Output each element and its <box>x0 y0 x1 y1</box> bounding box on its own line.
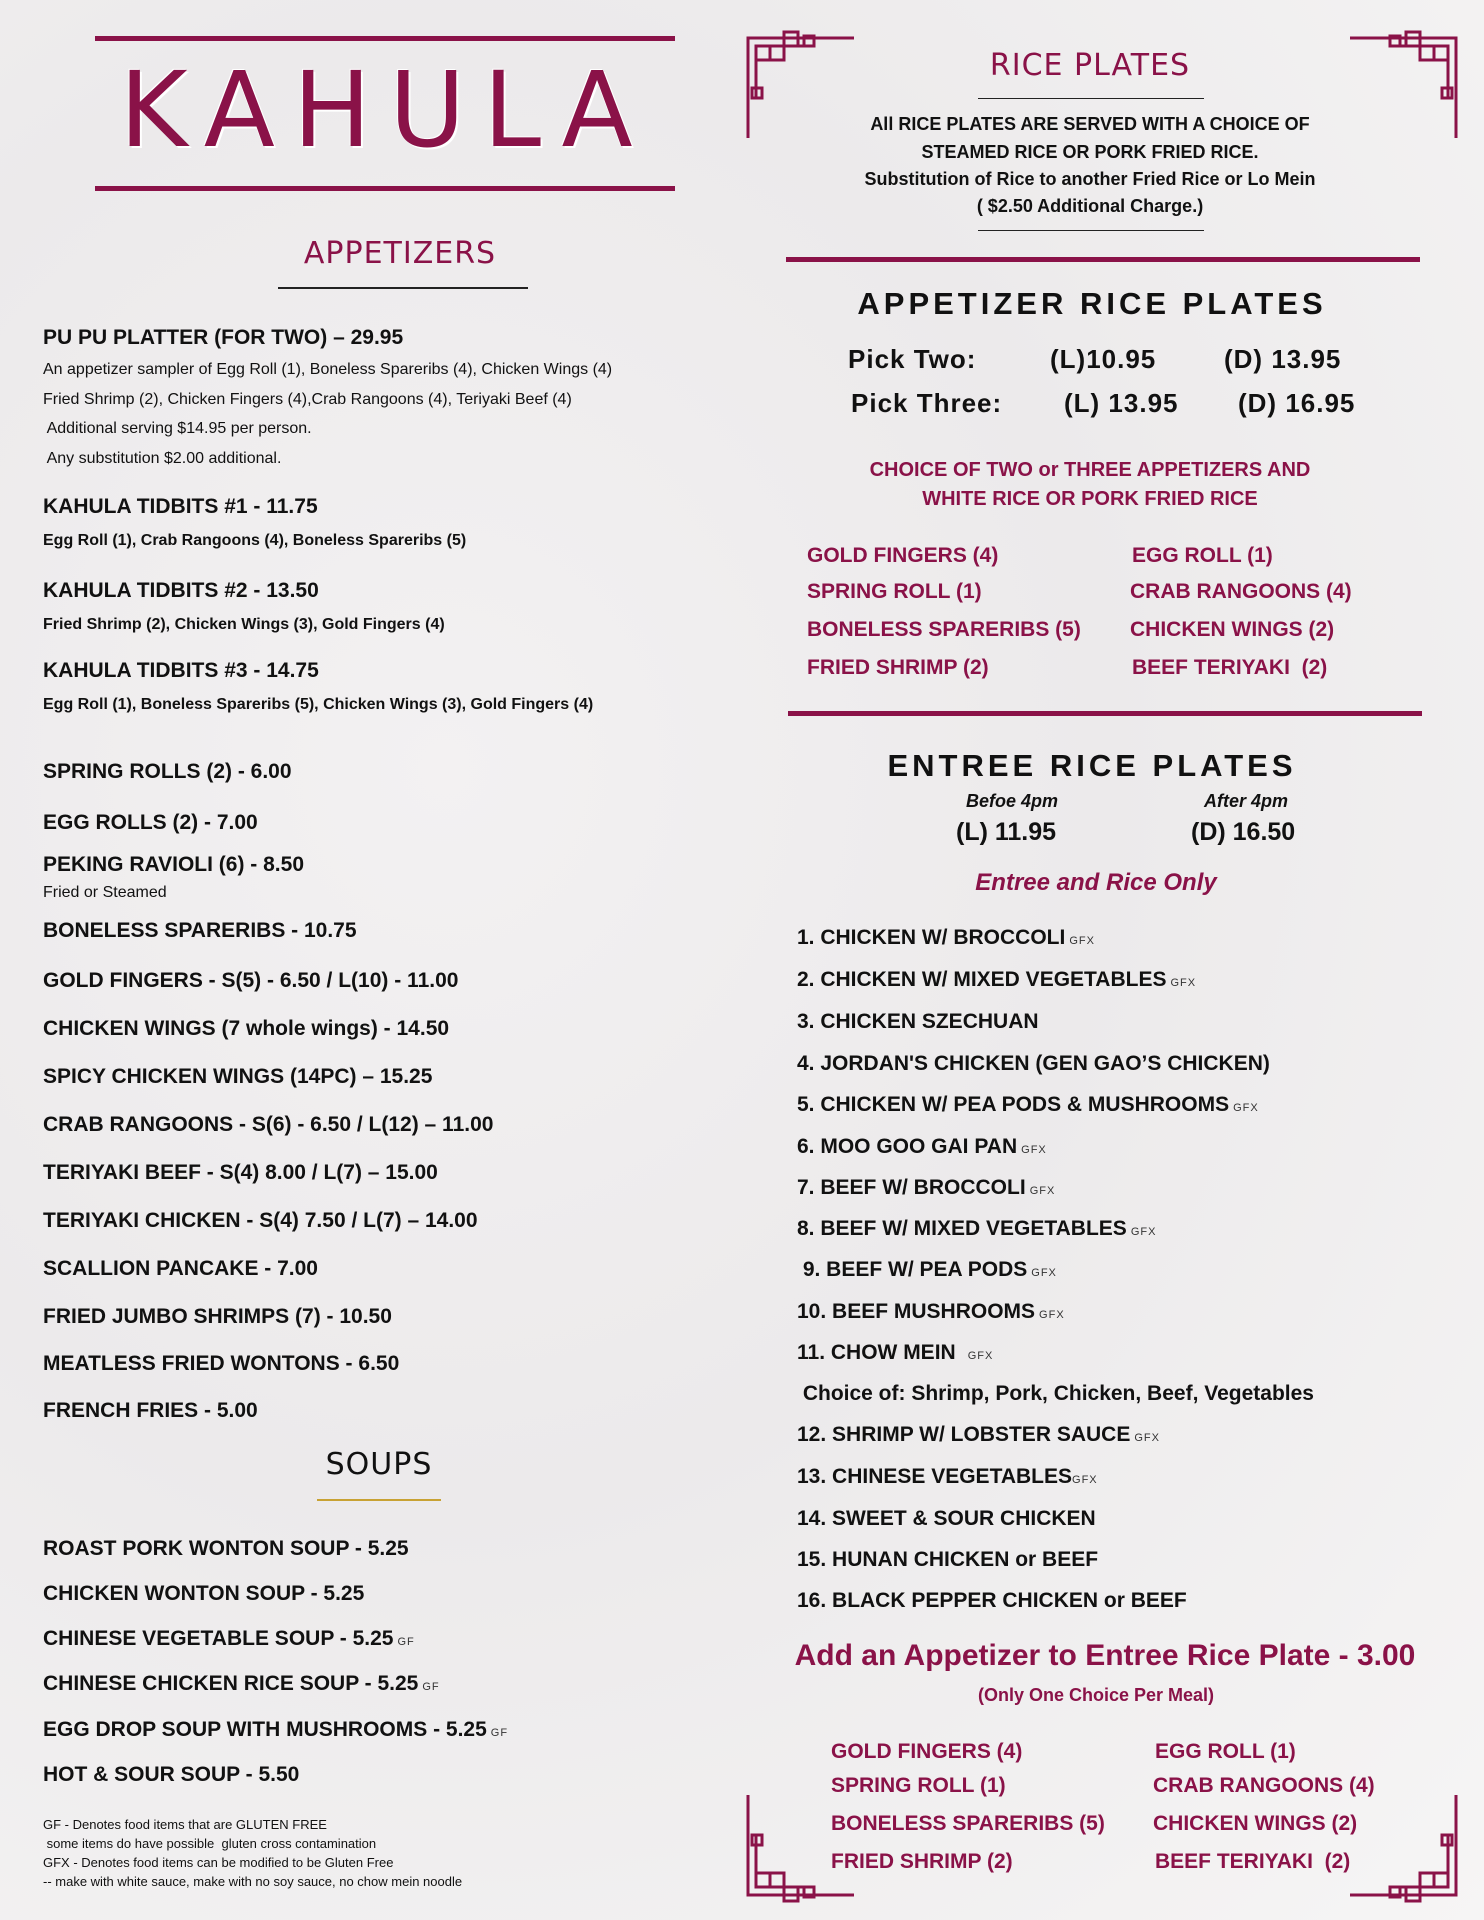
appetizer-choice: GOLD FINGERS (4) <box>807 544 999 567</box>
addon-choice: BONELESS SPARERIBS (5) <box>831 1812 1105 1835</box>
pick-three-label: Pick Three: <box>851 388 1003 418</box>
pupu-line: An appetizer sampler of Egg Roll (1), Boneless Spareribs (4), Chicken Wings (4) <box>43 361 613 378</box>
footnote: -- make with white sauce, make with no soy sauce, no chow mein noodle <box>43 1874 463 1889</box>
tidbits-desc: Egg Roll (1), Crab Rangoons (4), Boneless Spareribs (5) <box>43 532 467 549</box>
entree-item: 5. CHICKEN W/ PEA PODS & MUSHROOMS GFX <box>797 1093 1259 1116</box>
entree-subtitle: Entree and Rice Only <box>975 869 1217 896</box>
entree-item: 2. CHICKEN W/ MIXED VEGETABLES GFX <box>797 968 1197 991</box>
tidbits-title: KAHULA TIDBITS #2 - 13.50 <box>43 579 319 602</box>
soup-item: ROAST PORK WONTON SOUP - 5.25 <box>43 1537 409 1560</box>
addon-choice: FRIED SHRIMP (2) <box>831 1850 1013 1873</box>
gfx-tag: GFX <box>1039 1309 1065 1321</box>
corner-ornament-icon <box>1350 28 1460 143</box>
appetizer-item: BONELESS SPARERIBS - 10.75 <box>43 919 357 942</box>
appetizers-heading: APPETIZERS <box>303 236 497 271</box>
appetizer-item: SPICY CHICKEN WINGS (14PC) – 15.25 <box>43 1065 433 1088</box>
gf-tag: GF <box>422 1681 440 1693</box>
gfx-tag: GFX <box>1069 935 1095 947</box>
entree-lunch-price: (L) 11.95 <box>956 818 1057 846</box>
rice-plates-heading-rule <box>978 98 1204 99</box>
entree-item: 7. BEEF W/ BROCCOLI GFX <box>797 1176 1056 1199</box>
rice-info-rule <box>978 230 1204 231</box>
section-divider <box>788 711 1422 716</box>
before-label: Befoe 4pm <box>966 791 1059 811</box>
pick-two-label: Pick Two: <box>848 344 977 374</box>
appetizer-item: CRAB RANGOONS - S(6) - 6.50 / L(12) – 11.00 <box>43 1113 494 1136</box>
corner-ornament-icon <box>744 1790 854 1905</box>
right-column <box>740 0 1484 1920</box>
appetizer-choice: SPRING ROLL (1) <box>807 580 982 603</box>
rice-info-line: ( $2.50 Additional Charge.) <box>976 196 1204 216</box>
appetizer-item: EGG ROLLS (2) - 7.00 <box>43 811 258 834</box>
entree-item: 6. MOO GOO GAI PAN GFX <box>797 1135 1047 1158</box>
pick-two-dinner: (D) 13.95 <box>1224 344 1342 374</box>
footnote: GFX - Denotes food items can be modified to be Gluten Free <box>43 1855 394 1870</box>
entree-item: 13. CHINESE VEGETABLESGFX <box>797 1465 1098 1488</box>
appetizer-choice: FRIED SHRIMP (2) <box>807 656 989 679</box>
appetizer-item: GOLD FINGERS - S(5) - 6.50 / L(10) - 11.00 <box>43 969 459 992</box>
appetizer-item: CHICKEN WINGS (7 whole wings) - 14.50 <box>43 1017 450 1040</box>
appetizer-choice: BEEF TERIYAKI (2) <box>1132 656 1328 679</box>
rice-info-line: STEAMED RICE OR PORK FRIED RICE. <box>921 142 1259 162</box>
ravioli-note: Fried or Steamed <box>43 884 167 901</box>
soups-heading: SOUPS <box>325 1447 433 1482</box>
appetizer-item: MEATLESS FRIED WONTONS - 6.50 <box>43 1352 400 1375</box>
entree-rice-heading: ENTREE RICE PLATES <box>887 748 1297 783</box>
entree-item-note: Choice of: Shrimp, Pork, Chicken, Beef, Vegetables <box>797 1382 1314 1405</box>
soups-heading-rule <box>317 1499 441 1501</box>
soup-item: CHINESE VEGETABLE SOUP - 5.25 GF <box>43 1627 415 1650</box>
tidbits-desc: Egg Roll (1), Boneless Spareribs (5), Chicken Wings (3), Gold Fingers (4) <box>43 696 594 713</box>
entree-dinner-price: (D) 16.50 <box>1191 818 1296 846</box>
gf-tag: GF <box>490 1727 509 1739</box>
gfx-tag: GFX <box>1031 1267 1057 1279</box>
appetizer-rice-heading: APPETIZER RICE PLATES <box>857 286 1327 321</box>
pick-three-dinner: (D) 16.95 <box>1238 388 1356 418</box>
entree-item: 15. HUNAN CHICKEN or BEEF <box>797 1548 1099 1571</box>
gfx-tag: GFX <box>1072 1474 1098 1486</box>
appetizer-item: SPRING ROLLS (2) - 6.00 <box>43 760 292 783</box>
addon-heading: Add an Appetizer to Entree Rice Plate - 3.00 <box>794 1639 1416 1672</box>
appetizer-item: FRENCH FRIES - 5.00 <box>43 1399 258 1422</box>
soup-item: CHINESE CHICKEN RICE SOUP - 5.25 GF <box>43 1672 440 1695</box>
gf-tag: GF <box>397 1636 415 1648</box>
tidbits-title: KAHULA TIDBITS #3 - 14.75 <box>43 659 319 682</box>
gfx-tag: GFX <box>967 1350 994 1362</box>
appetizer-choice: BONELESS SPARERIBS (5) <box>807 618 1081 641</box>
addon-choice: CRAB RANGOONS (4) <box>1153 1774 1375 1797</box>
gfx-tag: GFX <box>1029 1185 1056 1197</box>
appetizer-item: SCALLION PANCAKE - 7.00 <box>43 1257 318 1280</box>
pupu-line: Additional serving $14.95 per person. <box>43 420 312 437</box>
addon-choice: GOLD FINGERS (4) <box>831 1740 1023 1763</box>
entree-item: 10. BEEF MUSHROOMS GFX <box>797 1300 1065 1323</box>
gfx-tag: GFX <box>1134 1432 1160 1444</box>
appetizers-heading-rule <box>278 287 528 289</box>
after-label: After 4pm <box>1204 791 1289 811</box>
addon-choice: SPRING ROLL (1) <box>831 1774 1006 1797</box>
entree-item: 11. CHOW MEIN GFX <box>797 1341 994 1364</box>
appetizer-choice: EGG ROLL (1) <box>1132 544 1273 567</box>
gfx-tag: GFX <box>1021 1144 1047 1156</box>
tidbits-title: KAHULA TIDBITS #1 - 11.75 <box>43 495 318 518</box>
pupu-platter-title: PU PU PLATTER (FOR TWO) – 29.95 <box>43 326 404 349</box>
appetizer-item: TERIYAKI CHICKEN - S(4) 7.50 / L(7) – 14.00 <box>43 1209 478 1232</box>
entree-item: 4. JORDAN'S CHICKEN (GEN GAO’S CHICKEN) <box>797 1052 1270 1075</box>
rice-plates-heading: RICE PLATES <box>989 48 1191 83</box>
soup-item: HOT & SOUR SOUP - 5.50 <box>43 1763 300 1786</box>
pick-three-lunch: (L) 13.95 <box>1064 388 1179 418</box>
appetizer-item: PEKING RAVIOLI (6) - 8.50 <box>43 853 304 876</box>
footnote: some items do have possible gluten cross contamination <box>43 1836 377 1851</box>
appetizer-item: FRIED JUMBO SHRIMPS (7) - 10.50 <box>43 1305 392 1328</box>
gfx-tag: GFX <box>1170 977 1197 989</box>
addon-note: (Only One Choice Per Meal) <box>977 1685 1215 1705</box>
entree-item: 8. BEEF W/ MIXED VEGETABLES GFX <box>797 1217 1157 1240</box>
header-top-rule <box>95 36 675 41</box>
appetizer-choice: CRAB RANGOONS (4) <box>1130 580 1352 603</box>
pupu-line: Any substitution $2.00 additional. <box>43 450 282 467</box>
tidbits-desc: Fried Shrimp (2), Chicken Wings (3), Gold Fingers (4) <box>43 616 445 633</box>
gfx-tag: GFX <box>1233 1102 1259 1114</box>
appetizer-item: TERIYAKI BEEF - S(4) 8.00 / L(7) – 15.00 <box>43 1161 438 1184</box>
entree-item: 16. BLACK PEPPER CHICKEN or BEEF <box>797 1589 1187 1612</box>
left-column <box>0 0 740 1920</box>
choice-line: WHITE RICE OR PORK FRIED RICE <box>922 488 1258 510</box>
addon-choice: BEEF TERIYAKI (2) <box>1155 1850 1351 1873</box>
header-bottom-rule <box>95 186 675 191</box>
pupu-line: Fried Shrimp (2), Chicken Fingers (4),Crab Rangoons (4), Teriyaki Beef (4) <box>43 391 572 408</box>
entree-item: 14. SWEET & SOUR CHICKEN <box>797 1507 1096 1530</box>
entree-item: 9. BEEF W/ PEA PODS GFX <box>797 1258 1057 1281</box>
rice-info-line: Substitution of Rice to another Fried Rice or Lo Mein <box>864 169 1316 189</box>
addon-choice: EGG ROLL (1) <box>1155 1740 1296 1763</box>
choice-line: CHOICE OF TWO or THREE APPETIZERS AND <box>869 459 1311 481</box>
addon-choice: CHICKEN WINGS (2) <box>1153 1812 1358 1835</box>
corner-ornament-icon <box>1350 1790 1460 1905</box>
gfx-tag: GFX <box>1130 1226 1157 1238</box>
soup-item: EGG DROP SOUP WITH MUSHROOMS - 5.25 GF <box>43 1718 509 1741</box>
entree-item: 3. CHICKEN SZECHUAN <box>797 1010 1039 1033</box>
footnote: GF - Denotes food items that are GLUTEN FREE <box>43 1817 327 1832</box>
appetizer-choice: CHICKEN WINGS (2) <box>1130 618 1335 641</box>
section-divider <box>786 257 1420 262</box>
soup-item: CHICKEN WONTON SOUP - 5.25 <box>43 1582 365 1605</box>
rice-info-line: All RICE PLATES ARE SERVED WITH A CHOICE OF <box>870 114 1310 134</box>
entree-item: 12. SHRIMP W/ LOBSTER SAUCE GFX <box>797 1423 1160 1446</box>
brand-title: KAHULA <box>119 49 651 171</box>
pick-two-lunch: (L)10.95 <box>1050 344 1157 374</box>
entree-item: 1. CHICKEN W/ BROCCOLI GFX <box>797 926 1095 949</box>
